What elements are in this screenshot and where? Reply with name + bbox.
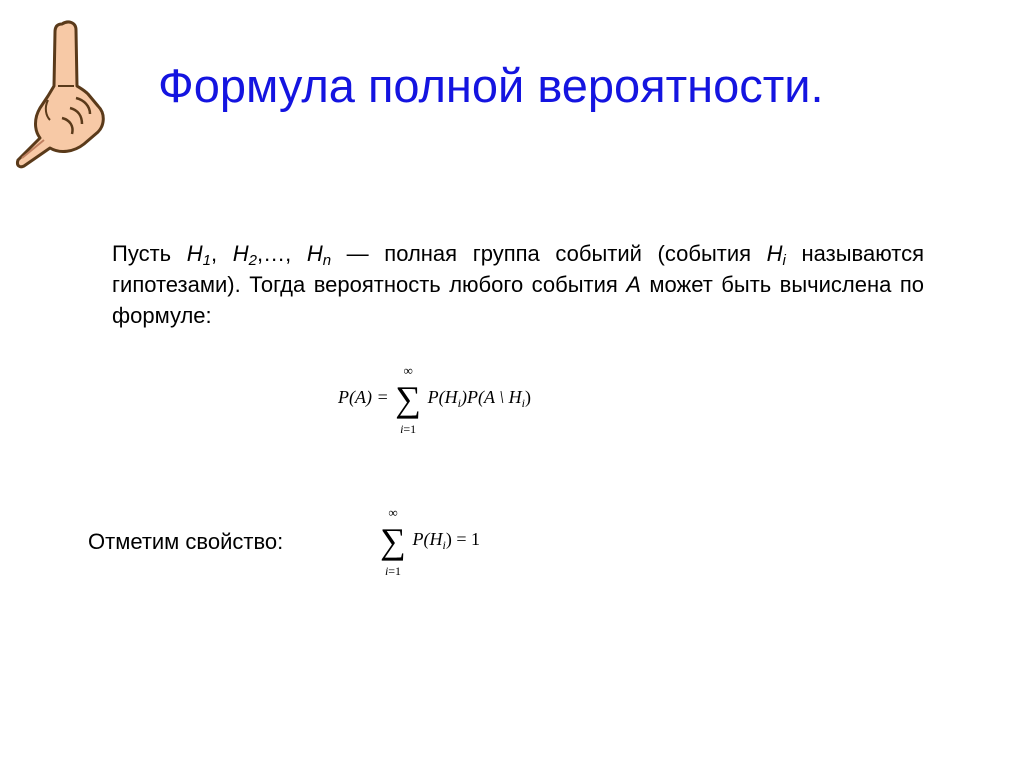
sigma-symbol: ∑ — [380, 521, 406, 561]
h-sub-1: 1 — [202, 252, 211, 269]
h-sub-i: i — [782, 252, 786, 269]
sep: , — [210, 241, 218, 266]
normalization-formula — [378, 505, 480, 578]
h-var: H — [766, 241, 783, 266]
sum-start: =1 — [388, 564, 402, 578]
slide-title: Формула полной вероятности. — [158, 59, 824, 112]
term-p-h: P(H — [427, 387, 458, 408]
sum-lower-limit — [393, 422, 423, 437]
term-sub-i: i — [457, 396, 461, 411]
term-p-h: P(H — [412, 529, 443, 550]
h-sub-2: 2 — [248, 252, 257, 269]
paragraph-text-2: называются гипотезами). Тогда вероятность любого события — [112, 241, 924, 297]
raised-finger-hand-icon — [14, 16, 114, 178]
term-end: ) — [524, 387, 531, 408]
let-word: Пусть — [112, 241, 172, 266]
h-var: H — [306, 241, 323, 266]
total-probability-formula — [338, 363, 531, 436]
sigma-symbol: ∑ — [395, 379, 421, 419]
sum-lower-limit — [378, 564, 408, 579]
ellipsis: ,…, — [256, 241, 292, 266]
sum-index: i — [384, 564, 389, 578]
sum-index: i — [400, 422, 404, 436]
h-var: H — [186, 241, 203, 266]
sum-sign — [378, 505, 408, 578]
sum-upper-limit: ∞ — [388, 505, 398, 520]
paragraph-text-3: может быть вычислена по формуле: — [112, 272, 924, 328]
sum-sign — [393, 363, 423, 436]
term-sub-i: i — [442, 538, 446, 553]
term-end: ) = 1 — [445, 529, 480, 550]
sum-start: =1 — [403, 422, 417, 436]
paragraph-text-1: — полная группа событий (события — [331, 241, 767, 266]
term-sub-i-2: i — [521, 396, 525, 411]
term-mid: )P(A \ H — [460, 387, 522, 408]
property-label: Отметим свойство: — [88, 529, 284, 554]
h-var: H — [232, 241, 249, 266]
formula-lhs: P(A) = — [338, 387, 389, 408]
hypotheses-paragraph — [112, 238, 924, 331]
h-sub-n: n — [322, 252, 332, 269]
sum-upper-limit: ∞ — [403, 363, 413, 378]
a-var: A — [626, 272, 641, 297]
